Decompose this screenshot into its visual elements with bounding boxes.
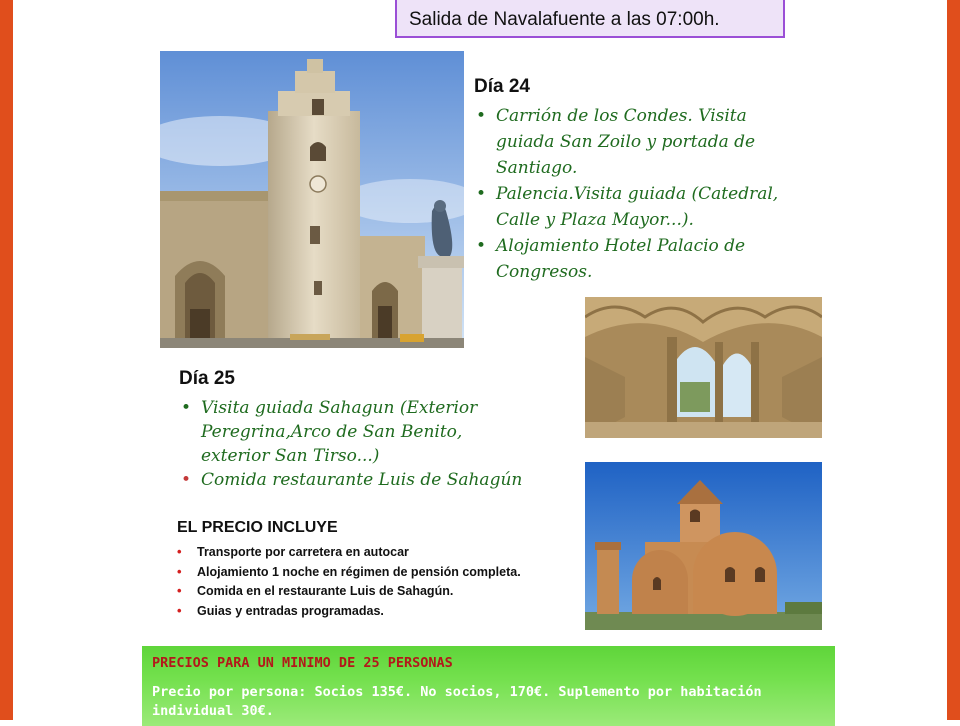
prices-text: Precio por persona: Socios 135€. No socios, 170€. Suplemento por habitación individual 30€. xyxy=(152,684,762,719)
cathedral-photo xyxy=(160,51,464,348)
departure-banner xyxy=(395,0,785,38)
list-item: • Comida restaurante Luis de Sahagún xyxy=(181,470,523,490)
bullet-icon: • xyxy=(177,563,182,579)
list-item: • Transporte por carretera en autocar xyxy=(175,543,521,563)
day25-title: Día 25 xyxy=(179,368,235,389)
list-item: • Visita guiada Sahagun (Exterior Peregrina,Arco de San Benito, exterior San Tirso...) xyxy=(181,398,478,466)
day24-list xyxy=(474,103,804,285)
list-item: • Palencia.Visita guiada (Catedral, Calle y Plaza Mayor...). xyxy=(474,181,804,233)
page-border-right xyxy=(947,0,960,720)
departure-text: Salida de Navalafuente a las 07:00h. xyxy=(409,9,720,30)
church-photo xyxy=(585,462,822,630)
bullet-icon: • xyxy=(181,470,192,490)
bullet-icon: • xyxy=(476,106,487,126)
includes-title: EL PRECIO INCLUYE xyxy=(177,519,338,536)
day25-list xyxy=(179,396,524,492)
list-item: • Comida en el restaurante Luis de Sahagún. xyxy=(175,582,521,602)
list-item: • Carrión de los Condes. Visita guiada San Zoilo y portada de Santiago. xyxy=(474,103,804,181)
cloister-photo xyxy=(585,297,822,438)
bullet-icon: • xyxy=(476,184,487,204)
includes-list xyxy=(175,543,521,621)
list-item: • Alojamiento Hotel Palacio de Congresos. xyxy=(474,233,804,285)
prices-box xyxy=(142,646,835,726)
list-item: • Guias y entradas programadas. xyxy=(175,602,521,622)
bullet-icon: • xyxy=(177,602,182,618)
prices-title: PRECIOS PARA UN MINIMO DE 25 PERSONAS xyxy=(152,655,453,671)
bullet-icon: • xyxy=(476,236,487,256)
list-item: • Alojamiento 1 noche en régimen de pensión completa. xyxy=(175,563,521,583)
bullet-icon: • xyxy=(177,544,182,559)
bullet-icon: • xyxy=(181,398,192,418)
page-border-left xyxy=(0,0,13,720)
day24-title: Día 24 xyxy=(474,76,530,97)
bullet-icon: • xyxy=(177,583,182,598)
